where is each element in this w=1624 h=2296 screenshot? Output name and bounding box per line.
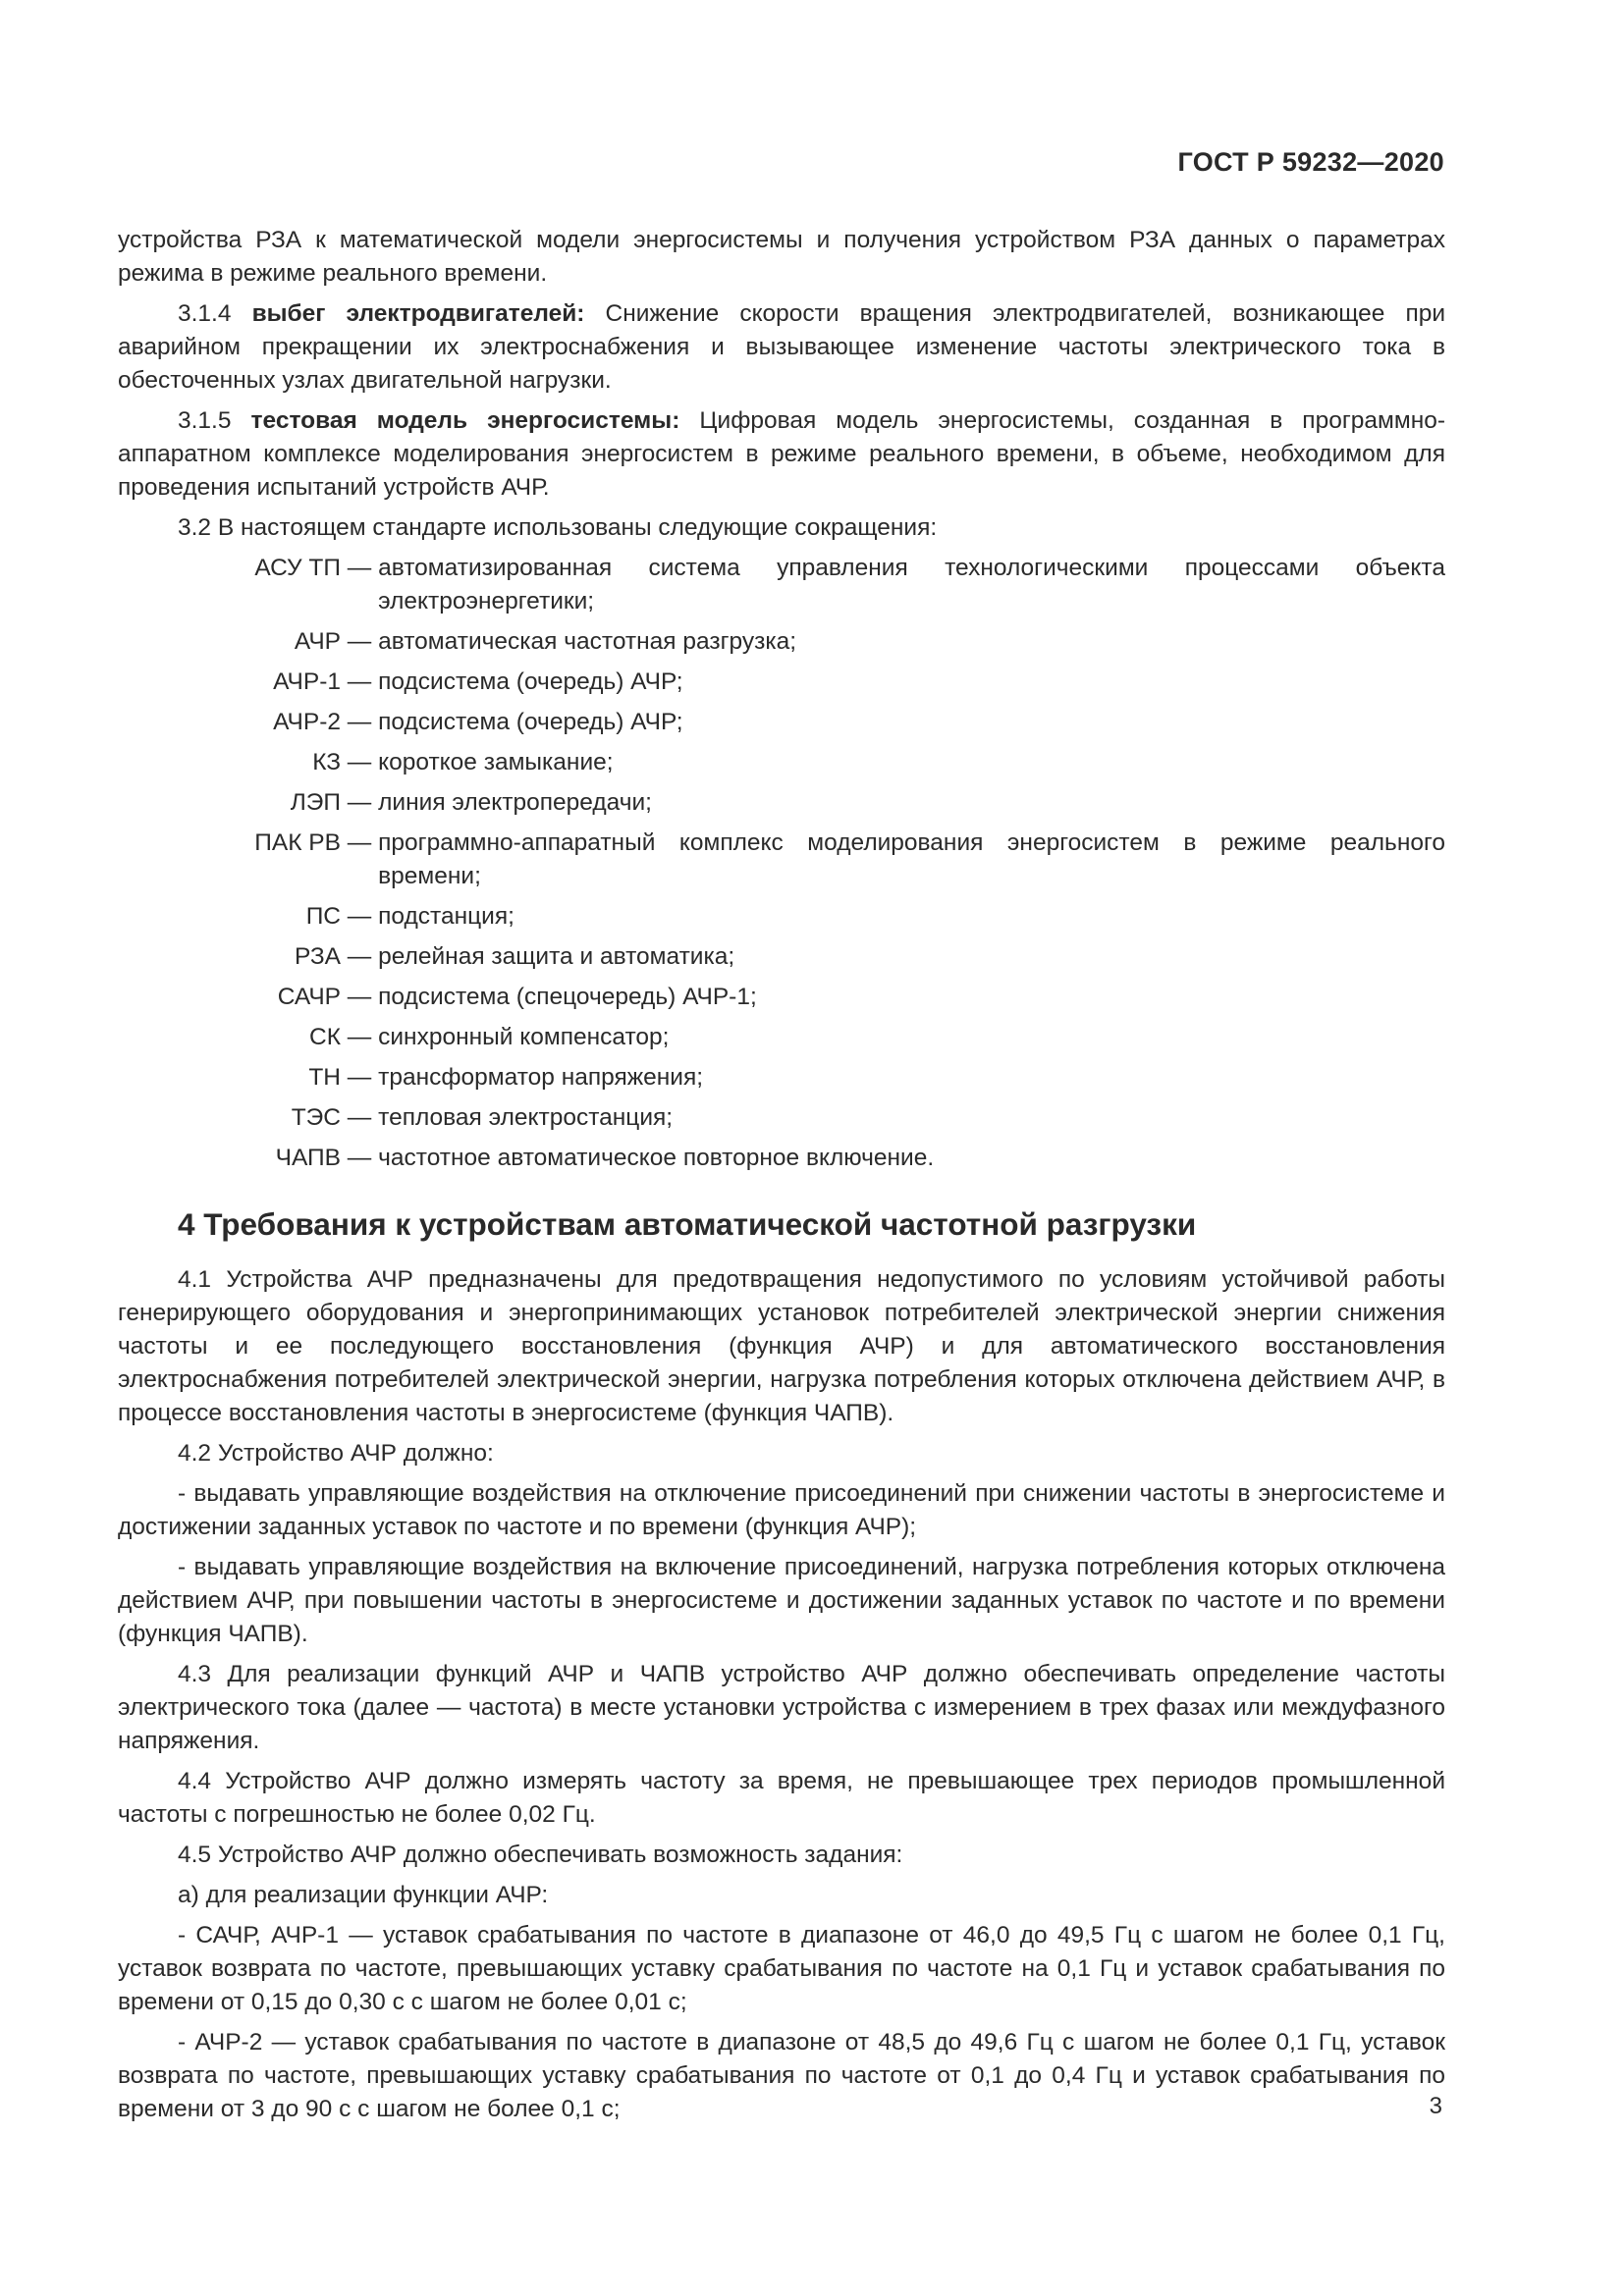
abbreviation-row: [118, 1101, 1445, 1135]
abbreviation-definition: автоматическая частотная разгрузка;: [378, 628, 797, 655]
abbreviation-definition: автоматизированная система управления технологическими процессами объекта электроэнергетики;: [378, 555, 1445, 614]
abbreviation-key: АСУ ТП: [254, 555, 341, 581]
definition-text: Цифровая модель энергосистемы, созданная в программно-аппаратном комплексе моделирования энергосистем в режиме реального времени, в объеме, необходимом для проведения испытаний устройств АЧР.: [118, 407, 1446, 501]
section-4-title: 4 Требования к устройствам автоматической частотной разгрузки: [178, 1206, 1197, 1242]
section-4-paragraph: 4.2 Устройство АЧР должно:: [178, 1440, 494, 1467]
abbreviation-dash: —: [341, 984, 379, 1010]
document-header: ГОСТ Р 59232—2020: [1177, 147, 1444, 177]
abbreviation-dash: —: [341, 555, 379, 581]
abbreviation-key: ЧАПВ: [275, 1145, 341, 1171]
abbreviation-row: [118, 900, 1445, 934]
definition-text: Снижение скорости вращения электродвигателей, возникающее при аварийном прекращении их электроснабжения и вызывающее изменение частоты электрического тока в обесточенных узлах двигательной нагрузки.: [118, 300, 1446, 394]
abbreviation-row: [118, 666, 1445, 699]
abbreviation-definition: частотное автоматическое повторное включение.: [378, 1145, 935, 1171]
abbreviation-dash: —: [341, 1064, 379, 1091]
definition-number: 3.1.5: [178, 407, 232, 434]
definition-term: тестовая модель энергосистемы:: [250, 407, 680, 434]
abbreviation-row: [118, 1061, 1445, 1095]
section-4-paragraph: 4.3 Для реализации функций АЧР и ЧАПВ устройство АЧР должно обеспечивать определение частоты электрического тока (далее — частота) в месте установки устройства с измерением в трех фазах или междуфазного напряжения.: [118, 1661, 1445, 1754]
abbreviation-row: [118, 786, 1445, 820]
section-4-paragraph: 4.4 Устройство АЧР должно измерять частоту за время, не превышающее трех периодов промышленной частоты с погрешностью не более 0,02 Гц.: [118, 1768, 1445, 1828]
definition-number: 3.1.4: [178, 300, 232, 327]
abbreviation-definition: короткое замыкание;: [378, 749, 614, 775]
section-4-paragraph: 4.5 Устройство АЧР должно обеспечивать возможность задания:: [178, 1842, 903, 1868]
abbreviation-dash: —: [341, 628, 379, 655]
abbreviation-key: РЗА: [295, 943, 341, 970]
abbreviation-row: [118, 625, 1445, 659]
abbreviation-key: АЧР-1: [273, 668, 341, 695]
abbreviation-key: СК: [309, 1024, 341, 1050]
abbreviation-dash: —: [341, 789, 379, 816]
section-4-list-item: - АЧР-2 — уставок срабатывания по частоте в диапазоне от 48,5 до 49,6 Гц с шагом не более 0,1 Гц, уставок возврата по частоте, превышающих уставку срабатывания по частоте от 0,1 до 0,4 Гц и уставок срабатывания по времени от 3 до 90 с с шагом не более 0,1 с;: [118, 2029, 1445, 2122]
abbreviation-dash: —: [341, 1104, 379, 1131]
abbreviation-key: ПС: [305, 903, 341, 930]
abbreviation-definition: подстанция;: [378, 903, 514, 930]
abbreviation-dash: —: [341, 668, 379, 695]
page-number: 3: [1429, 2093, 1442, 2119]
abbreviation-dash: —: [341, 903, 379, 930]
section-4-subitem: а) для реализации функции АЧР:: [178, 1882, 549, 1908]
abbreviation-row: [118, 940, 1445, 974]
abbreviation-row: [118, 981, 1445, 1014]
abbreviation-definition: трансформатор напряжения;: [378, 1064, 704, 1091]
abbreviations-list: [118, 552, 1445, 1175]
abbreviation-definition: подсистема (спецочередь) АЧР-1;: [378, 984, 757, 1010]
abbreviation-dash: —: [341, 709, 379, 735]
abbreviation-dash: —: [341, 943, 379, 970]
abbreviation-key: АЧР-2: [273, 709, 341, 735]
abbreviation-row: [118, 746, 1445, 779]
section-4-list-item: - САЧР, АЧР-1 — уставок срабатывания по частоте в диапазоне от 46,0 до 49,5 Гц с шагом не более 0,1 Гц, уставок возврата по частоте, превышающих уставку срабатывания по частоте на 0,1 Гц и уставок срабатывания по времени от 0,15 до 0,30 с с шагом не более 0,01 с;: [118, 1922, 1445, 2015]
abbreviation-dash: —: [341, 1024, 379, 1050]
section-4-paragraph: 4.1 Устройства АЧР предназначены для предотвращения недопустимого по условиям устойчивой работы генерирующего оборудования и энергопринимающих установок потребителей электрической энергии снижения частоты и ее последующего восстановления (функция АЧР) и для автоматического восстановления электроснабжения потребителей электрической энергии, нагрузка потребления которых отключена действием АЧР, в процессе восстановления частоты в энергосистеме (функция ЧАПВ).: [118, 1266, 1445, 1426]
abbreviation-definition: подсистема (очередь) АЧР;: [378, 709, 683, 735]
abbreviation-definition: программно-аппаратный комплекс моделирования энергосистем в режиме реального времени;: [378, 829, 1445, 889]
abbreviation-row: [118, 1142, 1445, 1175]
abbreviation-dash: —: [341, 1145, 379, 1171]
abbreviation-row: [118, 827, 1445, 893]
abbreviation-definition: синхронный компенсатор;: [378, 1024, 670, 1050]
abbreviation-dash: —: [341, 749, 379, 775]
abbreviation-row: [118, 552, 1445, 618]
abbreviation-key: САЧР: [277, 984, 341, 1010]
section-4-list-item: - выдавать управляющие воздействия на включение присоединений, нагрузка потребления которых отключена действием АЧР, при повышении частоты в энергосистеме и достижении заданных уставок по частоте и по времени (функция ЧАПВ).: [118, 1554, 1445, 1647]
definition-3-1-5: [118, 404, 1445, 505]
definition-term: выбег электродвигателей:: [251, 300, 585, 327]
abbreviation-definition: подсистема (очередь) АЧР;: [378, 668, 683, 695]
page-body: [118, 224, 1445, 2133]
definition-3-1-4: [118, 297, 1445, 398]
abbreviation-dash: —: [341, 829, 379, 856]
abbreviation-key: АЧР: [294, 628, 341, 655]
abbreviation-row: [118, 1021, 1445, 1054]
abbreviation-definition: тепловая электростанция;: [378, 1104, 674, 1131]
abbreviation-key: ТН: [308, 1064, 341, 1091]
abbreviations-intro: 3.2 В настоящем стандарте использованы следующие сокращения:: [178, 514, 938, 541]
abbreviation-row: [118, 706, 1445, 739]
abbreviation-key: ЛЭП: [290, 789, 341, 816]
abbreviation-key: КЗ: [312, 749, 341, 775]
intro-paragraph: устройства РЗА к математической модели энергосистемы и получения устройством РЗА данных о параметрах режима в режиме реального времени.: [118, 227, 1445, 287]
abbreviation-definition: релейная защита и автоматика;: [378, 943, 735, 970]
abbreviation-key: ТЭС: [291, 1104, 341, 1131]
abbreviation-key: ПАК РВ: [254, 829, 341, 856]
section-4-list-item: - выдавать управляющие воздействия на отключение присоединений при снижении частоты в энергосистеме и достижении заданных уставок по частоте и по времени (функция АЧР);: [118, 1480, 1445, 1540]
abbreviation-definition: линия электропередачи;: [378, 789, 652, 816]
